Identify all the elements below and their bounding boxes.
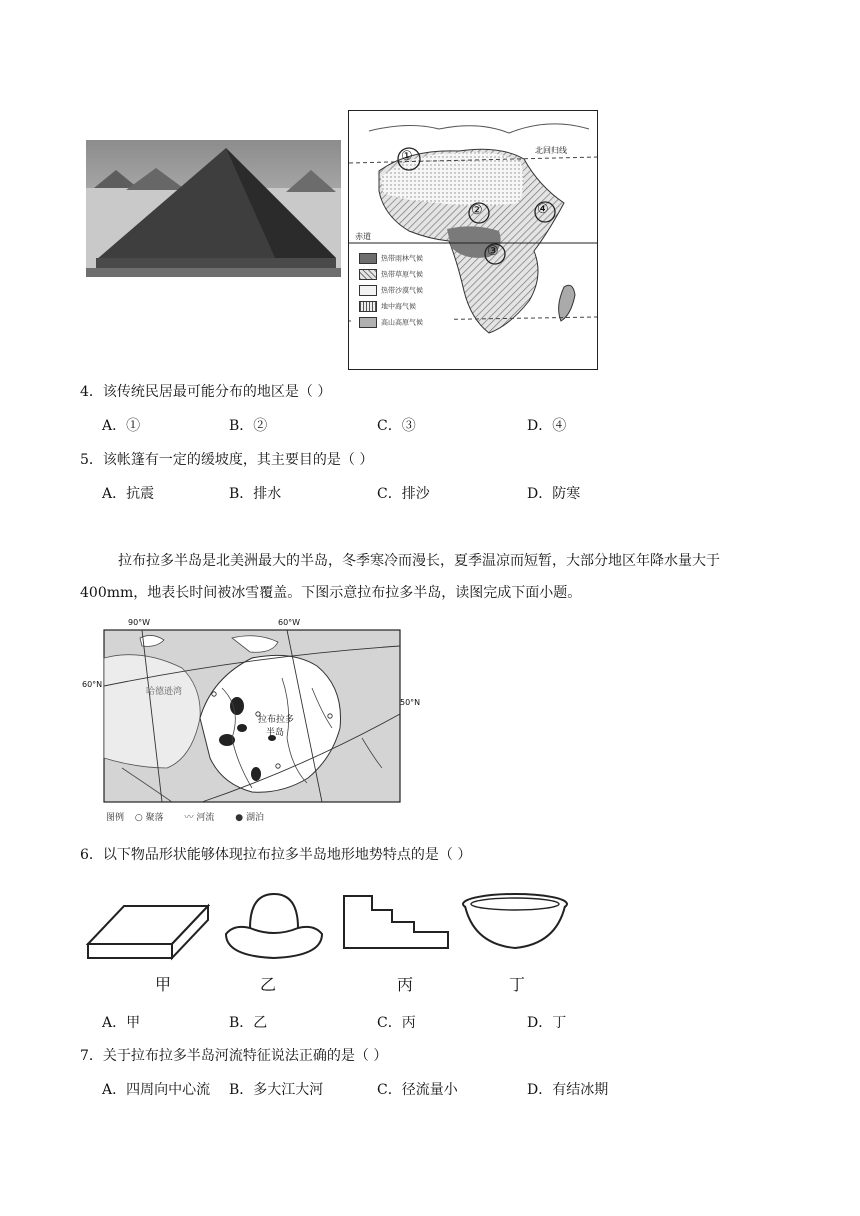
region-1-label: ① [401,149,413,164]
labrador-map [82,618,421,830]
shape-jia-flat-board [86,892,210,966]
q4-option-c[interactable]: C．③ [377,418,416,434]
q7-option-a[interactable]: A．四周向中心流 [102,1082,211,1098]
q5-option-a[interactable]: A．抗震 [102,486,155,502]
question-5-stem: 5．该帐篷有一定的缓坡度，其主要目的是（ ） [80,452,374,468]
legend-item: 热带沙漠气候 [359,285,423,296]
q5-option-b[interactable]: B．排水 [229,486,282,502]
shape-ding-basin [460,890,570,960]
q6-option-b[interactable]: B．乙 [229,1015,268,1031]
river-icon: 〰 [184,813,194,823]
climate-legend [351,249,451,335]
region-4-label: ④ [537,202,549,217]
q7-option-c[interactable]: C．径流量小 [377,1082,458,1098]
legend-lake: 湖泊 [246,813,265,823]
q6-option-d[interactable]: D．丁 [527,1015,567,1031]
lat-60n-label: 60°N [82,680,103,689]
lat-50n-label: 50°N [400,698,421,707]
legend-title: 图例 [106,813,125,823]
hudson-bay-label: 哈德逊湾 [146,687,183,697]
lon-60w-label: 60°W [278,618,301,627]
lon-90w-label: 90°W [128,618,151,627]
question-7-stem: 7．关于拉布拉多半岛河流特征说法正确的是（ ） [80,1048,388,1064]
shape-yi-hat [222,888,326,968]
q7-option-d[interactable]: D．有结冰期 [527,1082,609,1098]
tent-photo [86,140,341,277]
tropic-of-cancer-label: 北回归线 [535,146,567,155]
q4-option-d[interactable]: D．④ [527,418,567,434]
q6-option-a[interactable]: A．甲 [102,1015,141,1031]
region-3-label: ③ [487,244,499,259]
legend-item: 高山高原气候 [359,317,423,328]
passage-line-2: 400mm，地表长时间被冰雪覆盖。下图示意拉布拉多半岛，读图完成下面小题。 [80,585,582,601]
q6-option-c[interactable]: C．丙 [377,1015,416,1031]
q5-option-d[interactable]: D．防寒 [527,486,581,502]
legend-settlement: ○ 聚落 [134,813,164,823]
africa-climate-map [348,110,598,370]
legend-item: 地中海气候 [359,301,416,312]
q5-option-c[interactable]: C．排沙 [377,486,430,502]
peninsula-label-1: 拉布拉多 [258,715,295,725]
peninsula-label-2: 半岛 [266,728,285,738]
shape-label-ding: 丁 [508,975,525,994]
question-4-stem: 4．该传统民居最可能分布的地区是（ ） [80,384,332,400]
q4-option-b[interactable]: B．② [229,418,268,434]
legend-item: 热带雨林气候 [359,253,423,264]
shape-label-jia: 甲 [154,975,171,994]
shape-label-yi: 乙 [259,975,276,994]
legend-item: 热带草原气候 [359,269,423,280]
q7-option-b[interactable]: B．多大江大河 [229,1082,324,1098]
equator-label: 赤道 [355,232,371,241]
q4-option-a[interactable]: A．① [102,418,141,434]
lake-icon: ● [235,813,244,823]
shape-bing-steps [340,892,452,956]
passage-line-1: 拉布拉多半岛是北美洲最大的半岛，冬季寒冷而漫长，夏季温凉而短暂，大部分地区年降水量大于 [118,553,720,569]
legend-river: 河流 [196,813,215,823]
region-2-label: ② [471,203,483,218]
question-6-stem: 6．以下物品形状能够体现拉布拉多半岛地形地势特点的是（ ） [80,847,472,863]
shape-label-bing: 丙 [396,975,413,994]
map-legend [106,810,264,823]
